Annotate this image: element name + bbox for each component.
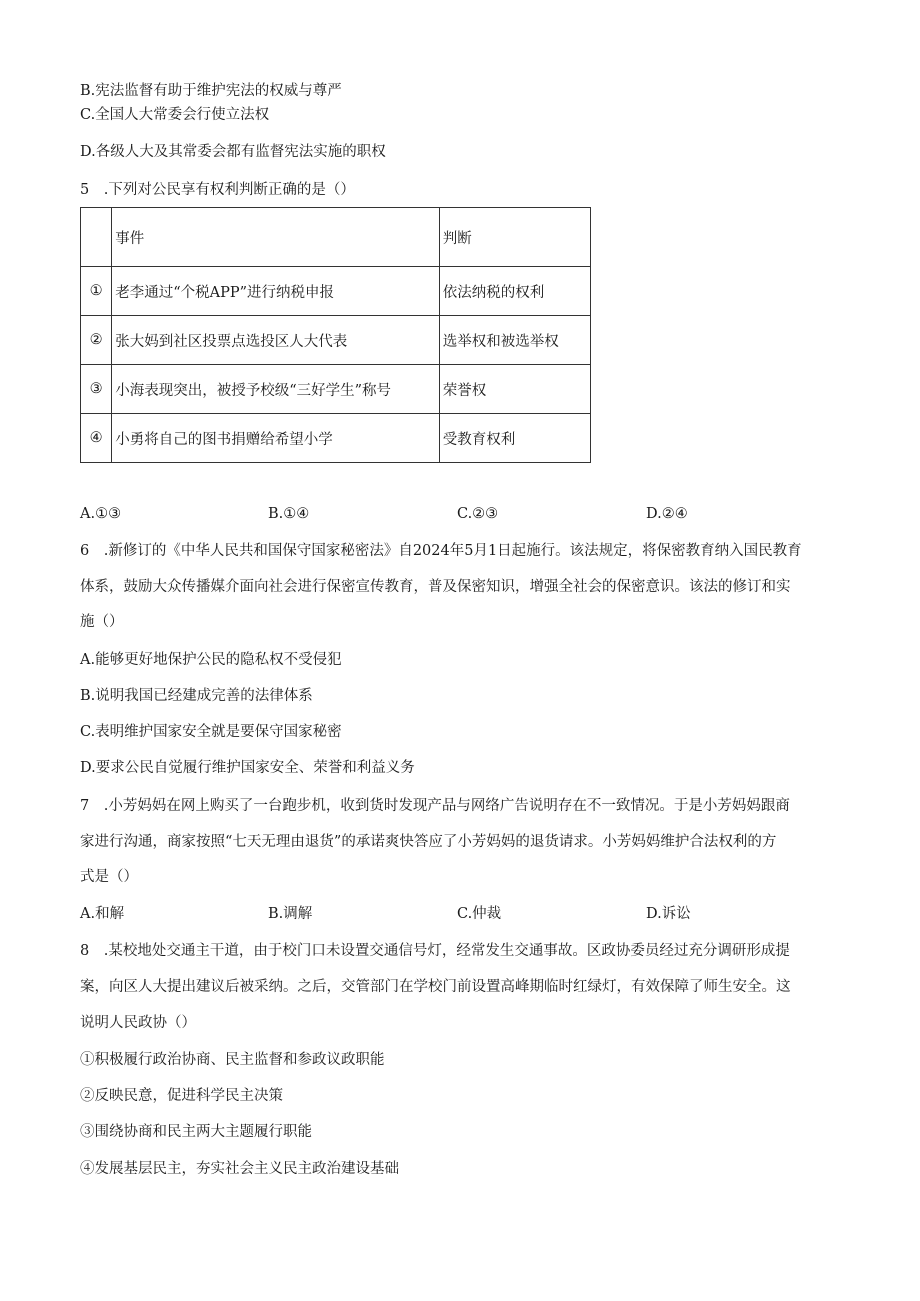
q7-stem-line-2: 家进行沟通，商家按照“七天无理由退货”的承诺爽快答应了小芳妈妈的退货请求。小芳妈妈维护合法权利的方: [80, 834, 777, 850]
table-header-row: [81, 208, 591, 267]
q8-stem-line-2: 案，向区人大提出建议后被采纳。之后，交管部门在学校门前设置高峰期临时红绿灯，有效保障了师生安全。这: [80, 979, 791, 995]
q5-option-d: D.②④: [646, 506, 688, 522]
q6-stem-line-3: 施（）: [80, 614, 124, 630]
q7-option-d: D.诉讼: [646, 906, 691, 922]
table-cell-event: 小勇将自己的图书捐赠给希望小学: [112, 414, 440, 463]
q4-option-c: C.全国人大常委会行使立法权: [80, 107, 270, 123]
q7-stem-line-1: 7 .小芳妈妈在网上购买了一台跑步机，收到货时发现产品与网络广告说明存在不一致情况。于是小芳妈妈跟商: [80, 798, 790, 814]
table-cell-event: 小海表现突出，被授予校级“三好学生”称号: [112, 365, 440, 414]
q8-stem-line-3: 说明人民政协（）: [80, 1015, 196, 1031]
table-row: [81, 267, 591, 316]
q6-stem-line-2: 体系，鼓励大众传播媒介面向社会进行保密宣传教育，普及保密知识，增强全社会的保密意识。该法的修订和实: [80, 579, 791, 595]
table-header-cell-judgment: 判断: [439, 208, 590, 267]
table-header-cell-event: 事件: [112, 208, 440, 267]
q6-option-b: B.说明我国已经建成完善的法律体系: [80, 688, 313, 704]
q7-option-b: B.调解: [268, 906, 313, 922]
table-cell-judgment: 受教育权利: [439, 414, 590, 463]
q8-item-4: ④发展基层民主，夯实社会主义民主政治建设基础: [80, 1161, 399, 1177]
table-cell-index: ②: [81, 316, 112, 365]
q4-option-b: B.宪法监督有助于维护宪法的权威与尊严: [80, 83, 342, 99]
q8-item-2: ②反映民意，促进科学民主决策: [80, 1088, 283, 1104]
q8-item-1: ①积极履行政治协商、民主监督和参政议政职能: [80, 1052, 385, 1068]
table-cell-event: 老李通过“个税APP”进行纳税申报: [112, 267, 440, 316]
table-cell-judgment: 荣誉权: [439, 365, 590, 414]
table-cell-judgment: 依法纳税的权利: [439, 267, 590, 316]
table-cell-index: ③: [81, 365, 112, 414]
q7-option-c: C.仲裁: [457, 906, 502, 922]
q7-stem-line-3: 式是（）: [80, 869, 138, 885]
q5-option-a: A.①③: [80, 506, 122, 522]
q6-option-a: A.能够更好地保护公民的隐私权不受侵犯: [80, 652, 342, 668]
table-cell-judgment: 选举权和被选举权: [439, 316, 590, 365]
table-cell-index: ①: [81, 267, 112, 316]
q6-stem-line-1: 6 .新修订的《中华人民共和国保守国家秘密法》自2024年5月1日起施行。该法规定，将保密教育纳入国民教育: [80, 543, 802, 559]
q5-option-b: B.①④: [268, 506, 310, 522]
q6-option-c: C.表明维护国家安全就是要保守国家秘密: [80, 724, 342, 740]
table-cell-event: 张大妈到社区投票点选投区人大代表: [112, 316, 440, 365]
q7-option-a: A.和解: [80, 906, 125, 922]
q5-stem: 5 .下列对公民享有权利判断正确的是（）: [80, 182, 355, 198]
q4-option-d: D.各级人大及其常委会都有监督宪法实施的职权: [80, 144, 386, 160]
table-header-cell-index: [81, 208, 112, 267]
q5-table: [80, 207, 591, 463]
q8-stem-line-1: 8 .某校地处交通主干道，由于校门口未设置交通信号灯，经常发生交通事故。区政协委员经过充分调研形成提: [80, 943, 790, 959]
q8-item-3: ③围绕协商和民主两大主题履行职能: [80, 1124, 312, 1140]
q5-option-c: C.②③: [457, 506, 499, 522]
table-cell-index: ④: [81, 414, 112, 463]
table-row: [81, 316, 591, 365]
table-row: [81, 414, 591, 463]
table-row: [81, 365, 591, 414]
q6-option-d: D.要求公民自觉履行维护国家安全、荣誉和利益义务: [80, 760, 415, 776]
